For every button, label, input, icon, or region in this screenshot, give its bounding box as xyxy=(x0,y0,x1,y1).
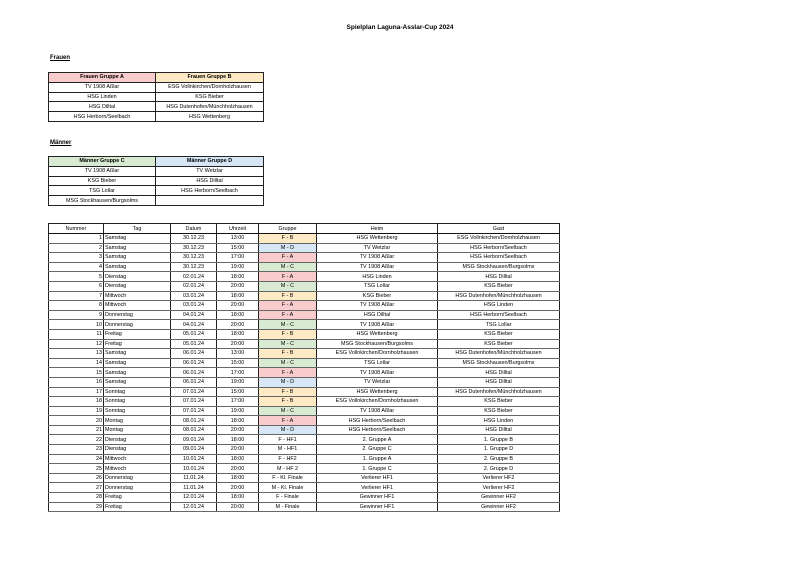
match-guest-cell: MSG Stockhausen/Burgsolms xyxy=(438,262,560,272)
match-time-cell: 18:00 xyxy=(217,435,259,445)
match-home-cell: 1. Gruppe C xyxy=(317,464,438,474)
match-time-cell: 19:00 xyxy=(217,262,259,272)
match-group-cell: F - A xyxy=(259,416,317,426)
match-day-cell: Samstag xyxy=(104,349,171,359)
match-date-cell: 03.01.24 xyxy=(171,301,217,311)
match-guest-cell: KSG Bieber xyxy=(438,397,560,407)
match-group-cell: F - A xyxy=(259,310,317,320)
match-guest-cell: KSG Bieber xyxy=(438,329,560,339)
match-home-cell: 2. Gruppe A xyxy=(317,435,438,445)
group-team-cell: TV Wetzlar xyxy=(156,166,264,176)
match-day-cell: Freitag xyxy=(104,339,171,349)
group-row xyxy=(49,92,264,102)
group-row xyxy=(49,82,264,92)
section-label-frauen: Frauen xyxy=(50,55,71,61)
section-label-maenner: Männer xyxy=(50,140,72,146)
match-time-cell: 18:00 xyxy=(217,310,259,320)
match-number-cell: 1 xyxy=(49,234,104,244)
match-time-cell: 17:00 xyxy=(217,397,259,407)
match-guest-cell: MSG Stockhausen/Burgsolms xyxy=(438,358,560,368)
header-frauen-gruppe-a: Frauen Gruppe A xyxy=(49,73,156,83)
match-home-cell: TV 1908 Aßlar xyxy=(317,262,438,272)
match-guest-cell: HSG Herborn/Seelbach xyxy=(438,243,560,253)
match-number-cell: 10 xyxy=(49,320,104,330)
match-group-cell: F - Kl. Finale xyxy=(259,473,317,483)
match-guest-cell: HSG Dutenhofen/Münchholzhausen xyxy=(438,291,560,301)
match-number-cell: 13 xyxy=(49,349,104,359)
match-number-cell: 21 xyxy=(49,425,104,435)
match-date-cell: 06.01.24 xyxy=(171,377,217,387)
header-frauen-gruppe-b: Frauen Gruppe B xyxy=(156,73,264,83)
match-time-cell: 18:00 xyxy=(217,493,259,503)
match-day-cell: Sonntag xyxy=(104,387,171,397)
match-day-cell: Mittwoch xyxy=(104,301,171,311)
match-group-cell: F - B xyxy=(259,397,317,407)
schedule-row xyxy=(49,464,560,474)
match-group-cell: F - B xyxy=(259,234,317,244)
match-time-cell: 18:00 xyxy=(217,291,259,301)
schedule-row xyxy=(49,234,560,244)
schedule-row xyxy=(49,349,560,359)
match-home-cell: TV Wetzlar xyxy=(317,243,438,253)
match-day-cell: Mittwoch xyxy=(104,291,171,301)
match-guest-cell: HSG Linden xyxy=(438,416,560,426)
match-number-cell: 16 xyxy=(49,377,104,387)
match-guest-cell: TSG Lollar xyxy=(438,320,560,330)
schedule-row xyxy=(49,320,560,330)
match-time-cell: 13:00 xyxy=(217,349,259,359)
match-day-cell: Mittwoch xyxy=(104,454,171,464)
match-date-cell: 06.01.24 xyxy=(171,349,217,359)
match-day-cell: Samstag xyxy=(104,243,171,253)
schedule-row xyxy=(49,416,560,426)
match-group-cell: F - B xyxy=(259,329,317,339)
schedule-row xyxy=(49,454,560,464)
match-date-cell: 30.12.23 xyxy=(171,253,217,263)
match-time-cell: 18:00 xyxy=(217,416,259,426)
match-group-cell: M - D xyxy=(259,425,317,435)
match-date-cell: 07.01.24 xyxy=(171,406,217,416)
match-date-cell: 30.12.23 xyxy=(171,262,217,272)
match-group-cell: M - C xyxy=(259,406,317,416)
match-home-cell: ESG Vollnkirchen/Dornholzhausen xyxy=(317,397,438,407)
match-group-cell: M - C xyxy=(259,320,317,330)
group-row xyxy=(49,112,264,122)
schedule-row xyxy=(49,435,560,445)
header-heim: Heim xyxy=(317,224,438,234)
match-day-cell: Dienstag xyxy=(104,272,171,282)
group-team-cell: HSG Linden xyxy=(49,92,156,102)
match-home-cell: HSG Herborn/Seelbach xyxy=(317,425,438,435)
match-group-cell: F - HF2 xyxy=(259,454,317,464)
group-row xyxy=(49,102,264,112)
match-group-cell: M - C xyxy=(259,262,317,272)
match-date-cell: 09.01.24 xyxy=(171,445,217,455)
match-home-cell: KSG Bieber xyxy=(317,291,438,301)
match-number-cell: 3 xyxy=(49,253,104,263)
group-team-cell: HSG Wettenberg xyxy=(156,112,264,122)
match-guest-cell: HSG Herborn/Seelbach xyxy=(438,253,560,263)
match-date-cell: 10.01.24 xyxy=(171,454,217,464)
header-gruppe: Gruppe xyxy=(259,224,317,234)
match-number-cell: 5 xyxy=(49,272,104,282)
frauen-groups-table xyxy=(48,72,264,122)
schedule-row xyxy=(49,377,560,387)
group-row xyxy=(49,166,264,176)
match-day-cell: Montag xyxy=(104,416,171,426)
match-home-cell: HSG Wettenberg xyxy=(317,234,438,244)
match-guest-cell: KSG Bieber xyxy=(438,281,560,291)
group-team-cell: HSG Dilltal xyxy=(49,102,156,112)
schedule-row xyxy=(49,272,560,282)
match-date-cell: 02.01.24 xyxy=(171,281,217,291)
match-date-cell: 05.01.24 xyxy=(171,329,217,339)
header-uhrzeit: Uhrzeit xyxy=(217,224,259,234)
schedule-row xyxy=(49,329,560,339)
match-time-cell: 18:00 xyxy=(217,473,259,483)
schedule-row xyxy=(49,397,560,407)
match-date-cell: 30.12.23 xyxy=(171,243,217,253)
match-home-cell: HSG Wettenberg xyxy=(317,387,438,397)
match-date-cell: 11.01.24 xyxy=(171,473,217,483)
group-team-cell: TV 1908 Aßlar xyxy=(49,82,156,92)
match-group-cell: M - C xyxy=(259,358,317,368)
match-day-cell: Freitag xyxy=(104,493,171,503)
match-number-cell: 12 xyxy=(49,339,104,349)
match-guest-cell: HSG Linden xyxy=(438,301,560,311)
match-guest-cell: HSG Dilltal xyxy=(438,272,560,282)
match-time-cell: 20:00 xyxy=(217,301,259,311)
group-team-cell: HSG Dilltal xyxy=(156,176,264,186)
match-time-cell: 18:00 xyxy=(217,454,259,464)
match-date-cell: 08.01.24 xyxy=(171,416,217,426)
match-date-cell: 07.01.24 xyxy=(171,397,217,407)
match-group-cell: M - C xyxy=(259,281,317,291)
header-nummer: Nummer xyxy=(49,224,104,234)
match-day-cell: Freitag xyxy=(104,329,171,339)
match-day-cell: Samstag xyxy=(104,358,171,368)
maenner-groups-table xyxy=(48,156,264,206)
match-home-cell: TSG Lollar xyxy=(317,358,438,368)
match-number-cell: 24 xyxy=(49,454,104,464)
frauen-header-row xyxy=(49,73,264,83)
match-group-cell: F - B xyxy=(259,291,317,301)
match-home-cell: ESG Vollnkirchen/Dornholzhausen xyxy=(317,349,438,359)
match-guest-cell: HSG Herborn/Seelbach xyxy=(438,310,560,320)
match-date-cell: 04.01.24 xyxy=(171,310,217,320)
match-date-cell: 06.01.24 xyxy=(171,368,217,378)
match-guest-cell: Gewinner HF2 xyxy=(438,493,560,503)
match-guest-cell: 2. Gruppe B xyxy=(438,454,560,464)
match-date-cell: 10.01.24 xyxy=(171,464,217,474)
schedule-row xyxy=(49,339,560,349)
match-time-cell: 19:00 xyxy=(217,406,259,416)
match-home-cell: Verlierer HF1 xyxy=(317,473,438,483)
match-home-cell: TSG Lollar xyxy=(317,281,438,291)
match-day-cell: Donnerstag xyxy=(104,320,171,330)
match-day-cell: Donnerstag xyxy=(104,473,171,483)
match-date-cell: 12.01.24 xyxy=(171,493,217,503)
schedule-row xyxy=(49,253,560,263)
match-number-cell: 7 xyxy=(49,291,104,301)
page-title: Spielplan Laguna-Asslar-Cup 2024 xyxy=(346,24,454,31)
match-time-cell: 20:00 xyxy=(217,281,259,291)
schedule-row xyxy=(49,281,560,291)
group-row xyxy=(49,176,264,186)
group-team-cell: KSG Bieber xyxy=(156,92,264,102)
match-time-cell: 20:00 xyxy=(217,464,259,474)
schedule-table xyxy=(48,223,560,512)
match-guest-cell: KSG Bieber xyxy=(438,339,560,349)
match-number-cell: 26 xyxy=(49,473,104,483)
match-date-cell: 05.01.24 xyxy=(171,339,217,349)
match-group-cell: M - HF 2 xyxy=(259,464,317,474)
match-number-cell: 15 xyxy=(49,368,104,378)
match-group-cell: F - A xyxy=(259,253,317,263)
match-group-cell: M - D xyxy=(259,243,317,253)
match-group-cell: F - B xyxy=(259,387,317,397)
schedule-row xyxy=(49,425,560,435)
match-home-cell: HSG Herborn/Seelbach xyxy=(317,416,438,426)
match-date-cell: 12.01.24 xyxy=(171,502,217,512)
schedule-row xyxy=(49,493,560,503)
match-number-cell: 11 xyxy=(49,329,104,339)
match-day-cell: Samstag xyxy=(104,377,171,387)
match-day-cell: Dienstag xyxy=(104,445,171,455)
maenner-header-row xyxy=(49,157,264,167)
schedule-row xyxy=(49,406,560,416)
match-number-cell: 9 xyxy=(49,310,104,320)
schedule-row xyxy=(49,502,560,512)
match-group-cell: M - C xyxy=(259,339,317,349)
match-home-cell: TV 1908 Aßlar xyxy=(317,320,438,330)
schedule-row xyxy=(49,473,560,483)
match-day-cell: Montag xyxy=(104,425,171,435)
match-time-cell: 18:00 xyxy=(217,272,259,282)
schedule-row xyxy=(49,387,560,397)
match-day-cell: Samstag xyxy=(104,253,171,263)
match-day-cell: Samstag xyxy=(104,262,171,272)
group-team-cell: TV 1908 Aßlar xyxy=(49,166,156,176)
schedule-row xyxy=(49,483,560,493)
match-time-cell: 15:00 xyxy=(217,358,259,368)
match-home-cell: TV 1908 Aßlar xyxy=(317,368,438,378)
match-guest-cell: HSG Dilltal xyxy=(438,425,560,435)
match-date-cell: 02.01.24 xyxy=(171,272,217,282)
header-datum: Datum xyxy=(171,224,217,234)
schedule-row xyxy=(49,262,560,272)
match-group-cell: F - HF1 xyxy=(259,435,317,445)
group-row xyxy=(49,186,264,196)
match-day-cell: Dienstag xyxy=(104,281,171,291)
match-date-cell: 08.01.24 xyxy=(171,425,217,435)
group-team-cell xyxy=(156,196,264,206)
match-group-cell: M - HF1 xyxy=(259,445,317,455)
match-guest-cell: HSG Dilltal xyxy=(438,377,560,387)
schedule-row xyxy=(49,291,560,301)
match-time-cell: 17:00 xyxy=(217,253,259,263)
match-home-cell: TV 1908 Aßlar xyxy=(317,301,438,311)
header-tag: Tag xyxy=(104,224,171,234)
match-number-cell: 2 xyxy=(49,243,104,253)
group-team-cell: HSG Herborn/Seelbach xyxy=(156,186,264,196)
match-home-cell: HSG Linden xyxy=(317,272,438,282)
match-number-cell: 4 xyxy=(49,262,104,272)
match-day-cell: Sonntag xyxy=(104,406,171,416)
match-group-cell: F - Finale xyxy=(259,493,317,503)
schedule-row xyxy=(49,310,560,320)
match-number-cell: 8 xyxy=(49,301,104,311)
match-group-cell: F - A xyxy=(259,301,317,311)
group-team-cell: MSG Stockhausen/Burgsolms xyxy=(49,196,156,206)
match-home-cell: MSG Stockhausen/Burgsolms xyxy=(317,339,438,349)
header-gast: Gast xyxy=(438,224,560,234)
group-team-cell: HSG Dutenhofen/Münchholzhausen xyxy=(156,102,264,112)
match-number-cell: 17 xyxy=(49,387,104,397)
match-date-cell: 09.01.24 xyxy=(171,435,217,445)
schedule-row xyxy=(49,368,560,378)
schedule-row xyxy=(49,358,560,368)
match-group-cell: F - A xyxy=(259,272,317,282)
match-home-cell: HSG Dilltal xyxy=(317,310,438,320)
schedule-row xyxy=(49,301,560,311)
match-time-cell: 20:00 xyxy=(217,339,259,349)
match-group-cell: M - Finale xyxy=(259,502,317,512)
schedule-row xyxy=(49,243,560,253)
match-number-cell: 23 xyxy=(49,445,104,455)
match-number-cell: 22 xyxy=(49,435,104,445)
match-date-cell: 03.01.24 xyxy=(171,291,217,301)
match-home-cell: Gewinner HF1 xyxy=(317,502,438,512)
match-number-cell: 14 xyxy=(49,358,104,368)
match-guest-cell: KSG Bieber xyxy=(438,406,560,416)
match-home-cell: Verlierer HF1 xyxy=(317,483,438,493)
match-date-cell: 07.01.24 xyxy=(171,387,217,397)
match-day-cell: Freitag xyxy=(104,502,171,512)
match-guest-cell: 2. Gruppe D xyxy=(438,464,560,474)
group-team-cell: HSG Herborn/Seelbach xyxy=(49,112,156,122)
match-day-cell: Donnerstag xyxy=(104,483,171,493)
match-group-cell: M - D xyxy=(259,377,317,387)
match-number-cell: 6 xyxy=(49,281,104,291)
match-date-cell: 04.01.24 xyxy=(171,320,217,330)
match-date-cell: 06.01.24 xyxy=(171,358,217,368)
match-time-cell: 13:00 xyxy=(217,234,259,244)
match-time-cell: 18:00 xyxy=(217,329,259,339)
match-time-cell: 20:00 xyxy=(217,425,259,435)
match-time-cell: 19:00 xyxy=(217,377,259,387)
header-maenner-gruppe-c: Männer Gruppe C xyxy=(49,157,156,167)
match-group-cell: M - Kl. Finale xyxy=(259,483,317,493)
header-maenner-gruppe-d: Männer Gruppe D xyxy=(156,157,264,167)
match-guest-cell: 1. Gruppe B xyxy=(438,435,560,445)
match-time-cell: 20:00 xyxy=(217,320,259,330)
match-home-cell: TV 1908 Aßlar xyxy=(317,406,438,416)
match-day-cell: Samstag xyxy=(104,368,171,378)
match-time-cell: 15:00 xyxy=(217,387,259,397)
match-home-cell: HSG Wettenberg xyxy=(317,329,438,339)
match-time-cell: 20:00 xyxy=(217,445,259,455)
match-home-cell: Gewinner HF1 xyxy=(317,493,438,503)
match-time-cell: 15:00 xyxy=(217,243,259,253)
match-guest-cell: ESG Vollnkirchen/Dornholzhausen xyxy=(438,234,560,244)
group-team-cell: TSG Lollar xyxy=(49,186,156,196)
match-home-cell: 1. Gruppe A xyxy=(317,454,438,464)
schedule-row xyxy=(49,445,560,455)
match-guest-cell: Verlierer HF2 xyxy=(438,473,560,483)
match-time-cell: 17:00 xyxy=(217,368,259,378)
match-time-cell: 20:00 xyxy=(217,502,259,512)
schedule-header-row xyxy=(49,224,560,234)
match-number-cell: 25 xyxy=(49,464,104,474)
match-guest-cell: HSG Dutenhofen/Münchholzhausen xyxy=(438,387,560,397)
group-row xyxy=(49,196,264,206)
match-guest-cell: Gewinner HF2 xyxy=(438,502,560,512)
match-home-cell: 2. Gruppe C xyxy=(317,445,438,455)
match-guest-cell: HSG Dutenhofen/Münchholzhausen xyxy=(438,349,560,359)
group-team-cell: ESG Vollnkirchen/Dornholzhausen xyxy=(156,82,264,92)
match-number-cell: 18 xyxy=(49,397,104,407)
match-time-cell: 20:00 xyxy=(217,483,259,493)
match-guest-cell: Verlierer HF2 xyxy=(438,483,560,493)
match-home-cell: TV Wetzlar xyxy=(317,377,438,387)
match-guest-cell: HSG Dilltal xyxy=(438,368,560,378)
match-day-cell: Donnerstag xyxy=(104,310,171,320)
match-number-cell: 28 xyxy=(49,493,104,503)
match-day-cell: Mittwoch xyxy=(104,464,171,474)
match-number-cell: 20 xyxy=(49,416,104,426)
match-day-cell: Dienstag xyxy=(104,435,171,445)
match-day-cell: Sonntag xyxy=(104,397,171,407)
group-team-cell: KSG Bieber xyxy=(49,176,156,186)
match-number-cell: 29 xyxy=(49,502,104,512)
match-home-cell: TV 1908 Aßlar xyxy=(317,253,438,263)
match-day-cell: Samstag xyxy=(104,234,171,244)
match-date-cell: 11.01.24 xyxy=(171,483,217,493)
match-guest-cell: 1. Gruppe D xyxy=(438,445,560,455)
match-number-cell: 19 xyxy=(49,406,104,416)
match-number-cell: 27 xyxy=(49,483,104,493)
match-group-cell: F - A xyxy=(259,368,317,378)
match-date-cell: 30.12.23 xyxy=(171,234,217,244)
match-group-cell: F - B xyxy=(259,349,317,359)
